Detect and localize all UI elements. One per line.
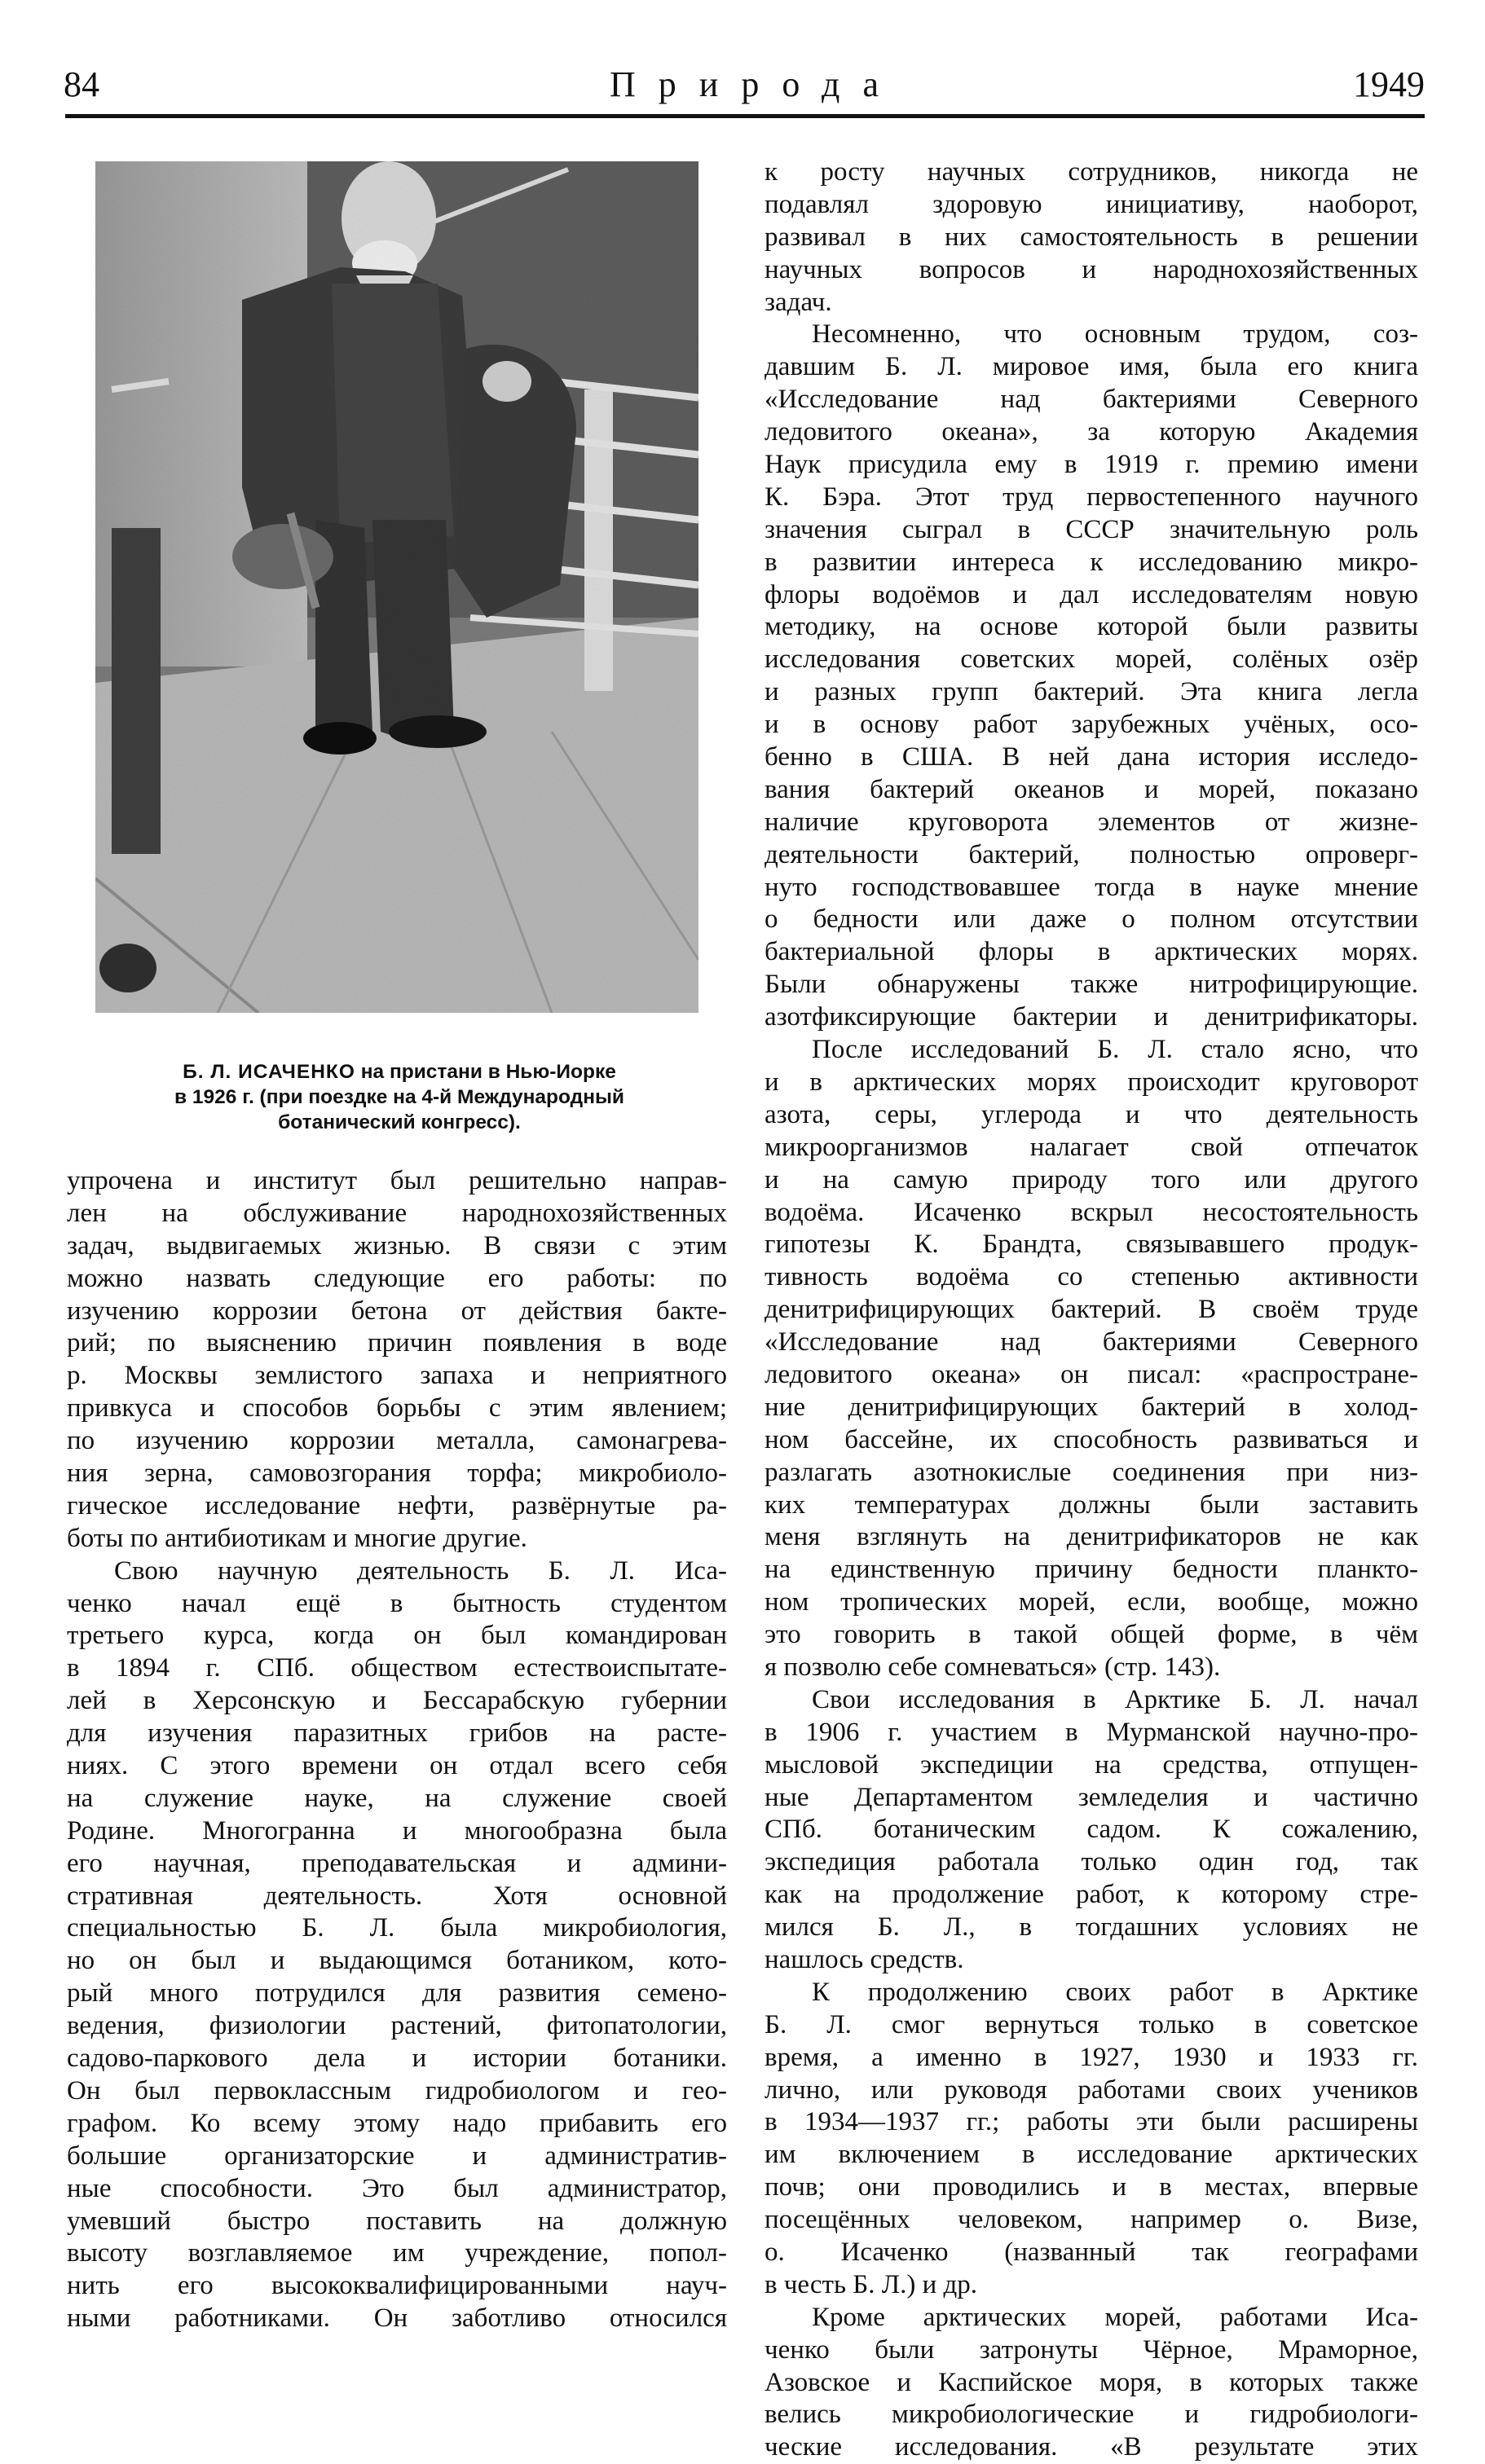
text-line: нашлось средств.: [765, 1944, 964, 1974]
text-line: р. Москвы землистого запаха и неприятного: [67, 1361, 727, 1391]
text-line: ледовитого океана», за которую Академия: [765, 417, 1418, 447]
text-line: о бедности или даже о полном отсутствии: [765, 904, 1418, 935]
text-line: подавлял здоровую инициативу, наоборот,: [765, 189, 1418, 219]
text-line: Свою научную деятельность Б. Л. Иса-: [114, 1555, 727, 1586]
running-header: [64, 57, 1425, 114]
text-line: деятельности бактерий, полностью опроверг-: [765, 839, 1418, 869]
text-line: исследования советских морей, солёных озёр: [765, 645, 1418, 675]
text-line: Он был первоклассным гидробиологом и гео-: [67, 2075, 727, 2105]
text-line: задач.: [765, 287, 832, 317]
text-line: третьего курса, когда он был командирован: [67, 1621, 727, 1651]
text-line: нуто господствовавшее тогда в науке мнение: [765, 872, 1418, 902]
text-line: упрочена и институт был решительно направ-: [67, 1166, 727, 1195]
text-line: боты по антибиотикам и многие другие.: [67, 1523, 527, 1553]
text-line: рий; по выяснению причин появления в воде: [67, 1328, 727, 1358]
text-line: но он был и выдающимся ботаником, кото-: [67, 1946, 727, 1976]
text-line: экспедиция работала только один год, так: [765, 1847, 1418, 1877]
text-line: я позволю себе сомневаться» (стр. 143).: [765, 1652, 1221, 1682]
caption-line: в 1926 г. (при поездке на 4-й Международный: [174, 1086, 624, 1108]
text-line: умевший быстро поставить на должную: [67, 2206, 727, 2236]
text-line: ные Департаментом земледелия и частично: [765, 1782, 1418, 1812]
text-line: ведения, физиологии растений, фитопатологии,: [67, 2011, 727, 2041]
text-line: К продолжению своих работ в Арктике: [812, 1977, 1418, 2007]
journal-title: Природа: [610, 64, 901, 104]
text-line: наличие круговорота элементов от жизне-: [765, 807, 1418, 837]
text-line: почв; они проводились и в местах, впервые: [765, 2172, 1418, 2202]
text-line: ческие исследования. «В результате этих: [765, 2432, 1418, 2462]
text-line: гипотезы К. Брандта, связывавшего продук-: [765, 1230, 1418, 1260]
text-line: и на самую природу того или другого: [765, 1164, 1418, 1195]
text-line: высоту возглавляемое им учреждение, попол-: [67, 2238, 727, 2268]
text-line: можно назвать следующие его работы: по: [67, 1263, 727, 1293]
text-line: ными работниками. Он заботливо относился: [67, 2303, 727, 2334]
text-line: время, а именно в 1927, 1930 и 1933 гг.: [765, 2042, 1418, 2072]
text-line: ние денитрифицирующих бактерий в холод-: [765, 1392, 1418, 1422]
text-line: денитрифицирующих бактерий. В своём труде: [765, 1295, 1418, 1325]
text-line: в развитии интереса к исследованию микро-: [765, 547, 1418, 577]
text-line: Б. Л. смог вернуться только в советское: [765, 2009, 1418, 2039]
text-line: в честь Б. Л.) и др.: [765, 2269, 978, 2299]
text-line: водоёма. Исаченко вскрыл несостоятельность: [765, 1197, 1418, 1227]
text-line: о. Исаченко (названный так географами: [765, 2237, 1418, 2267]
caption-line: на пристани в Нью-Иорке: [360, 1061, 616, 1083]
text-line: лично, или руководя работами своих учеников: [765, 2075, 1418, 2105]
header-rule: [65, 114, 1425, 118]
text-line: микроорганизмов налагает свой отпечаток: [765, 1132, 1418, 1162]
caption-line: ботанический конгресс).: [278, 1111, 521, 1133]
text-line: специальностью Б. Л. была микробиология,: [67, 1913, 727, 1943]
text-line: задач, выдвигаемых жизнью. В связи с этим: [67, 1230, 727, 1261]
text-line: «Исследование над бактериями Северного: [765, 385, 1418, 415]
issue-year: 1949: [1353, 64, 1425, 104]
text-line: Азовское и Каспийское моря, в которых также: [765, 2367, 1418, 2397]
portrait-photo: [95, 161, 698, 1013]
text-line: научных вопросов и народнохозяйственных: [765, 254, 1418, 284]
text-line: ких температурах должны были заставить: [765, 1489, 1418, 1520]
text-line: его научная, преподавательская и админи-: [67, 1848, 727, 1878]
text-line: Наук присудила ему в 1919 г. премию имени: [765, 450, 1418, 480]
text-line: азотфиксирующие бактерии и денитрификаторы.: [765, 1002, 1418, 1032]
text-line: мысловой экспедиции на средства, отпущен-: [765, 1749, 1418, 1780]
text-line: нить его высококвалифицированными науч-: [67, 2271, 727, 2301]
text-line: ледовитого океана» он писал: «распростране-: [765, 1359, 1418, 1389]
text-line: посещённых человеком, например о. Визе,: [765, 2205, 1418, 2235]
text-line: это говорить в такой общей форме, в чём: [765, 1620, 1418, 1650]
text-line: в 1906 г. участием в Мурманской научно-про-: [765, 1717, 1418, 1747]
text-line: бенно в США. В ней дана история исследо-: [765, 742, 1418, 772]
text-line: в 1934—1937 гг.; работы эти были расширены: [765, 2107, 1418, 2137]
text-line: рый много потрудился для развития семено-: [67, 1978, 727, 2009]
text-line: ченко были затронуты Чёрное, Мраморное,: [765, 2334, 1418, 2365]
text-column-left: [67, 1165, 727, 2335]
text-line: развивал в них самостоятельность в решении: [765, 222, 1418, 252]
text-line: и в арктических морях происходит круговорот: [765, 1067, 1418, 1097]
text-line: на единственную причину бедности планкто-: [765, 1555, 1418, 1585]
text-line: бактериальной флоры в арктических морях.: [765, 937, 1418, 967]
text-line: ния зерна, самовозгорания торфа; микробиоло-: [67, 1459, 727, 1489]
text-line: тивность водоёма со степенью активности: [765, 1262, 1418, 1292]
text-line: по изучению коррозии металла, самонагрева-: [67, 1426, 727, 1456]
text-line: давшим Б. Л. мировое имя, была его книга: [765, 352, 1418, 382]
text-line: им включением в исследование арктических: [765, 2140, 1418, 2170]
text-line: К. Бэра. Этот труд первостепенного научного: [765, 482, 1418, 512]
text-line: Свои исследования в Арктике Б. Л. начал: [812, 1684, 1418, 1714]
text-line: «Исследование над бактериями Северного: [765, 1327, 1418, 1357]
text-line: графом. Ко всему этому надо прибавить его: [67, 2108, 727, 2138]
text-line: ном тропических морей, если, вообще, можно: [765, 1587, 1418, 1617]
text-line: для изучения паразитных грибов на расте-: [67, 1718, 727, 1749]
text-line: флоры водоёмов и дал исследователям новую: [765, 579, 1418, 609]
text-line: садово-паркового дела и истории ботаники.: [67, 2044, 727, 2074]
text-line: меня взглянуть на денитрификаторов не как: [765, 1522, 1418, 1552]
text-line: велись микробиологические и гидробиологи-: [765, 2400, 1418, 2430]
text-line: и разных групп бактерий. Эта книга легла: [765, 677, 1418, 707]
text-line: ном бассейне, их способность развиваться и: [765, 1424, 1418, 1454]
text-line: Несомненно, что основным трудом, соз-: [812, 319, 1418, 350]
text-line: разлагать азотнокислые соединения при низ-: [765, 1457, 1418, 1487]
text-line: изучению коррозии бетона от действия бакте-: [67, 1296, 727, 1326]
caption-name: Б. Л. ИСАЧЕНКО: [183, 1061, 355, 1083]
text-line: мился Б. Л., в тогдашних условиях не: [765, 1912, 1418, 1943]
text-line: вания бактерий океанов и морей, показано: [765, 774, 1418, 804]
text-line: лен на обслуживание народнохозяйственных: [67, 1198, 727, 1228]
text-line: ченко начал ещё в бытность студентом: [67, 1588, 727, 1618]
text-line: гическое исследование нефти, развёрнутые ра-: [67, 1490, 727, 1520]
text-line: значения сыграл в СССР значительную роль: [765, 514, 1418, 544]
text-line: Родине. Многогранна и многообразна была: [67, 1815, 727, 1846]
text-line: на служение науке, на служение своей: [67, 1783, 727, 1813]
text-line: ниях. С этого времени он отдал всего себя: [67, 1751, 727, 1781]
page-number: 84: [64, 64, 99, 104]
text-line: Были обнаружены также нитрофицирующие.: [765, 970, 1418, 1000]
text-column-right: [765, 156, 1418, 2464]
text-line: После исследований Б. Л. стало ясно, что: [812, 1035, 1418, 1065]
text-line: ные способности. Это был администратор,: [67, 2173, 727, 2203]
text-line: как на продолжение работ, к которому стре-: [765, 1880, 1418, 1910]
text-line: большие организаторские и административ-: [67, 2141, 727, 2171]
text-line: методику, на основе которой были развиты: [765, 612, 1418, 642]
text-line: и в основу работ зарубежных учёных, осо-: [765, 710, 1418, 740]
text-line: азота, серы, углерода и что деятельность: [765, 1099, 1418, 1129]
text-line: стративная деятельность. Хотя основной: [67, 1881, 727, 1911]
text-line: к росту научных сотрудников, никогда не: [765, 157, 1418, 187]
text-line: СПб. ботаническим садом. К сожалению,: [765, 1815, 1418, 1845]
photo-image: [95, 161, 698, 1013]
text-line: Кроме арктических морей, работами Иса-: [812, 2302, 1418, 2332]
text-line: лей в Херсонскую и Бессарабскую губернии: [67, 1686, 727, 1716]
figure-caption: [82, 1059, 717, 1135]
text-line: привкуса и способов борьбы с этим явлением;: [67, 1393, 727, 1423]
text-line: в 1894 г. СПб. обществом естествоиспытате-: [67, 1653, 727, 1683]
